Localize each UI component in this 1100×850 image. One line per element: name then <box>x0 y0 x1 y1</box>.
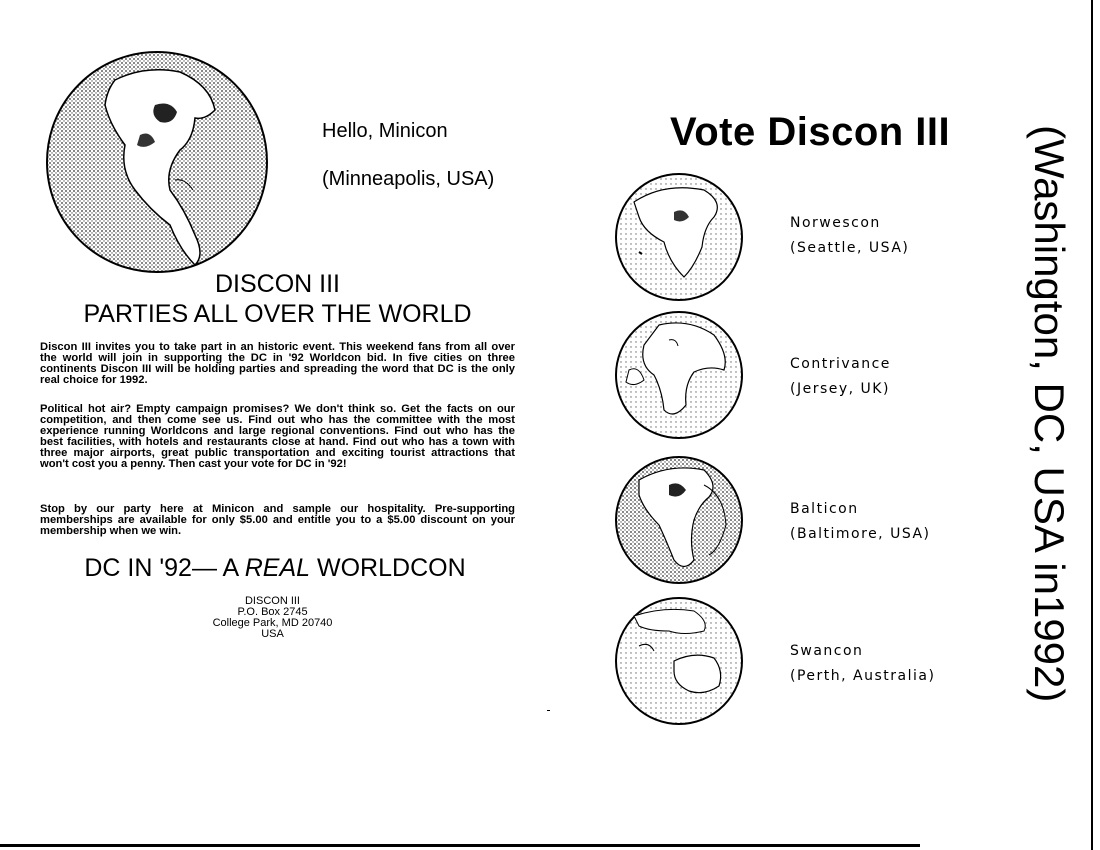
stray-mark <box>547 710 550 711</box>
location-text: (Minneapolis, USA) <box>322 168 495 190</box>
con-name-swancon: Swancon <box>790 643 864 659</box>
globe-europe-africa <box>614 310 744 440</box>
con-place-norwescon: (Seattle, USA) <box>790 240 910 256</box>
vote-title: Vote Discon III <box>670 110 951 154</box>
heading-discon: DISCON III <box>214 270 340 298</box>
con-place-balticon: (Baltimore, USA) <box>790 526 931 542</box>
paragraph-intro: Discon III invites you to take part in an historic event. This weekend fans from all over the world will join in supporting the DC in '92 Worldcon bid. In five cities on three continents Discon III will be holding parties and spreading the word that DC is the only real choice for 1992. <box>40 341 515 386</box>
globe-americas-dark <box>614 455 744 585</box>
page-bottom-line <box>0 844 920 847</box>
paragraph-stop-by: Stop by our party here at Minicon and sample our hospitality. Pre-supporting memberships are available for only $5.00 and entitle you to a $5.00 discount on your membership when we win. <box>40 503 515 537</box>
mailing-address <box>0 596 545 640</box>
globe-australia <box>614 596 744 726</box>
page-edge-line <box>1091 0 1093 850</box>
greeting-text: Hello, Minicon <box>322 120 448 142</box>
paragraph-political: Political hot air? Empty campaign promises? We don't think so. Get the facts on our competition, and then come see us. Find out who has the committee with the most experience running Worldcons and large regional conventions. Find out who has the best facilities, with hotels and restaurants close at hand. Find out who has a town with three major airports, great public transportation and exciting tourist attractions that won't cost you a penny. Then cast your vote for DC in '92! <box>40 403 515 470</box>
con-place-contrivance: (Jersey, UK) <box>790 381 890 397</box>
slogan-suffix: WORLDCON <box>310 554 466 582</box>
slogan-italic: REAL <box>244 554 311 582</box>
slogan-prefix: DC IN '92— A <box>84 554 245 582</box>
heading-parties: PARTIES ALL OVER THE WORLD <box>83 300 472 328</box>
address-line-3: College Park, MD 20740 <box>212 617 333 629</box>
globe-north-america <box>614 172 744 302</box>
vertical-washington-text: (Washington, DC, USA in1992) <box>1026 125 1073 703</box>
globe-americas-large <box>45 50 270 275</box>
con-name-contrivance: Contrivance <box>790 356 891 372</box>
address-line-1: DISCON III <box>244 595 300 607</box>
con-name-balticon: Balticon <box>790 501 859 517</box>
address-line-4: USA <box>261 628 284 640</box>
con-place-swancon: (Perth, Australia) <box>790 668 936 684</box>
slogan <box>0 554 550 583</box>
address-line-2: P.O. Box 2745 <box>237 606 308 618</box>
con-name-norwescon: Norwescon <box>790 215 881 231</box>
